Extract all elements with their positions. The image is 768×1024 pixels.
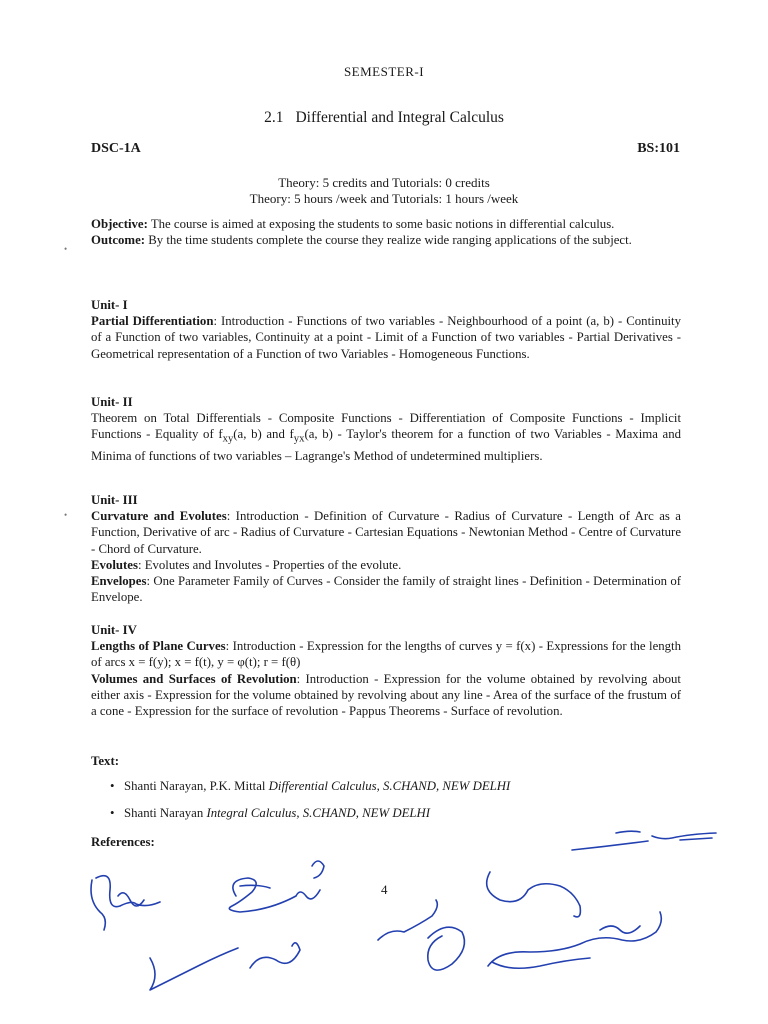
outcome-label: Outcome: (91, 233, 146, 248)
unit-3-part-3-label: Envelopes (91, 574, 147, 589)
unit-2-sub-2: yx (293, 433, 305, 445)
semester-heading: SEMESTER-I (343, 64, 425, 79)
text-item-1-author: Shanti Narayan, P.K. Mittal (124, 779, 269, 793)
unit-3-part-2-text: : Evolutes and Involutes - Properties of the evolute. (137, 557, 402, 572)
signature-stroke (600, 926, 640, 933)
scan-mark: • (64, 510, 68, 520)
course-code-left: DSC-1A (91, 141, 141, 156)
text-heading: Text: (91, 754, 119, 768)
unit-2-text: Theorem on Total Differentials - Composite Functions - Differentiation of Composite Functions - Implicit Functions - Equality of f (91, 411, 681, 442)
outcome-text: By the time students complete the course they realize wide ranging applications of the subject. (145, 233, 632, 248)
text-item-2-author: Shanti Narayan (124, 806, 207, 820)
unit-1-title: Unit- I (91, 298, 128, 312)
text-item-2-title: Integral Calculus, S.CHAND, NEW DELHI (206, 806, 431, 820)
unit-2-title: Unit- II (91, 395, 133, 409)
references-heading: References: (91, 835, 155, 849)
unit-1-text: : Introduction - Functions of two variables - Neighbourhood of a point (a, b) - Continuity of a Function of two variables, Continuity at a point - Limit of a Function of two variables - Partial Derivatives - Geometrical representation of a Function of two Variables - Homogeneous Functions. (91, 314, 681, 361)
unit-3-part-3-text: : One Parameter Family of Curves - Consider the family of straight lines - Definition - Determination of Envelope. (91, 574, 681, 605)
unit-3-part-1-text: : Introduction - Definition of Curvature - Radius of Curvature - Length of Arc as a Function, Derivative of arc - Radius of Curvature - Cartesian Equations - Newtonian Method - Centre of Curvature - Chord of Curvature. (91, 509, 681, 556)
scan-mark: • (64, 244, 68, 254)
signature-stroke (428, 927, 465, 970)
signature-stroke (487, 872, 581, 917)
unit-4-part-1-text: : Introduction - Expression for the lengths of curves y = f(x) - Expressions for the length of arcs x = f(y); x = f(t), y = φ(t); r = f(θ) (91, 639, 681, 670)
section-number: 2.1 (264, 109, 284, 126)
unit-4-part-1-label: Lengths of Plane Curves (91, 639, 226, 654)
signature-stroke (488, 912, 661, 966)
unit-2-text-2: (a, b) - Taylor's theorem for a function of two Variables - Maxima and Minima of functions of two variables – Lagrange's Method of undetermined multipliers. (91, 427, 682, 464)
course-code-right: BS:101 (637, 141, 680, 156)
section-title-text: Differential and Integral Calculus (295, 109, 504, 126)
unit-4-part-2-text: : Introduction - Expression for the volume obtained by revolving about either axis - Expression for the volume obtained by revolving about any line - Area of the surface of the frustum of a cone - Expression for the surface of revolution - Pappus Theorems - Surface of revolution. (91, 671, 681, 719)
unit-3-part-2-label: Evolutes (91, 557, 138, 572)
signature-stroke (378, 900, 437, 940)
signature-stroke (492, 958, 590, 968)
signature-stroke (680, 838, 712, 840)
objective-label: Objective: (91, 217, 148, 231)
signature-stroke (150, 948, 238, 990)
signature-stroke (572, 841, 648, 850)
signature-stroke (118, 893, 144, 906)
signature-stroke (91, 876, 160, 930)
unit-2-mid: (a, b) and f (233, 427, 294, 442)
unit-1-label: Partial Differentiation (91, 314, 214, 329)
credits-line-2: Theory: 5 hours /week and Tutorials: 1 hours /week (249, 191, 519, 206)
unit-3-part-1-label: Curvature and Evolutes (91, 509, 227, 524)
unit-3-title: Unit- III (91, 493, 138, 507)
objective-text: The course is aimed at exposing the students to some basic notions in differential calculus. (147, 217, 615, 231)
text-item-1-title: Differential Calculus, S.CHAND, NEW DELHI (268, 779, 511, 793)
signature-stroke (250, 943, 300, 968)
unit-2-sub-1: xy (222, 433, 234, 445)
signature-stroke (312, 861, 324, 878)
unit-4-part-2-label: Volumes and Surfaces of Revolution (91, 671, 297, 686)
signature-stroke (229, 878, 320, 912)
credits-line-1: Theory: 5 credits and Tutorials: 0 credits (278, 175, 490, 190)
unit-4-title: Unit- IV (91, 623, 137, 637)
page-number: 4 (381, 882, 388, 897)
signature-stroke (616, 831, 640, 833)
